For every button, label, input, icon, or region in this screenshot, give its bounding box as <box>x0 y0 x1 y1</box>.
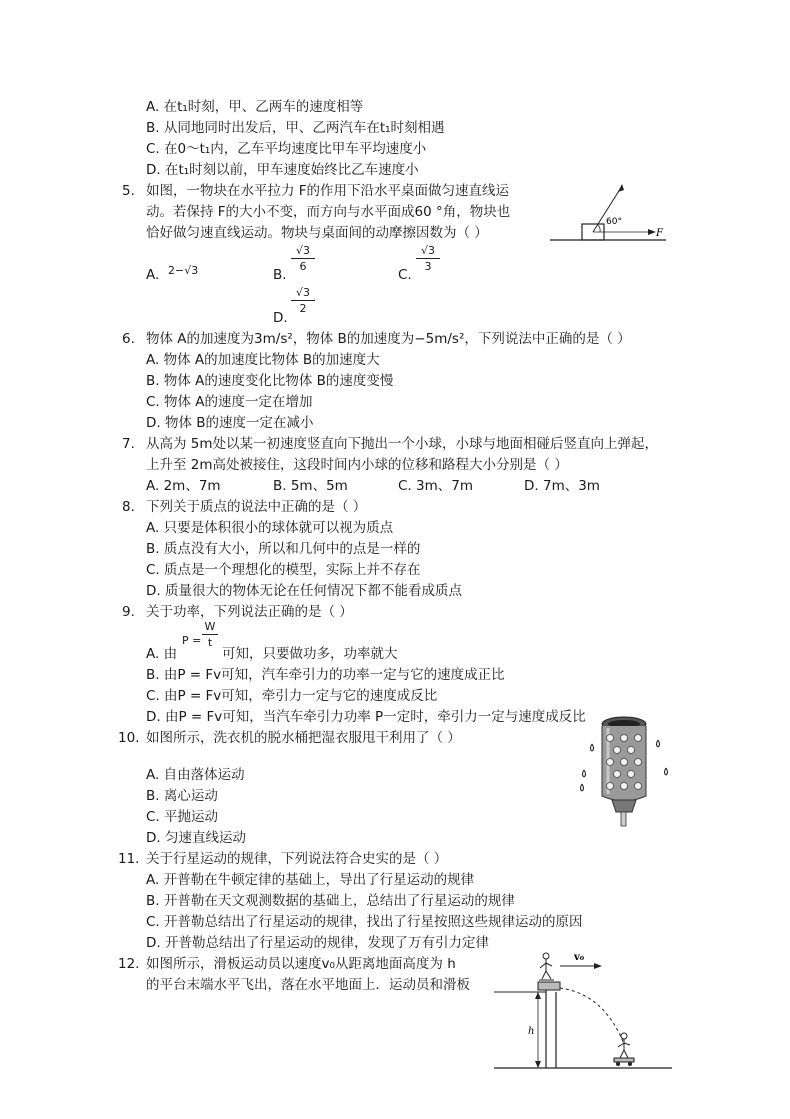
q5-option-a-value: 2−√3 <box>168 264 199 277</box>
q10-number: 10. <box>118 730 140 746</box>
q8-option-a: A. 只要是体积很小的球体就可以视为质点 <box>146 520 394 536</box>
q9-option-d: D. 由P = Fv可知，当汽车牵引力功率 P一定时，牵引力一定与速度成反比 <box>146 709 586 725</box>
q9-option-a-p: P = <box>182 634 202 647</box>
q8-option-c: C. 质点是一个理想化的模型，实际上并不存在 <box>146 562 421 578</box>
q5-option-b-fraction <box>291 244 315 273</box>
q4-option-b: B. 从同地同时出发后，甲、乙两汽车在t₁时刻相遇 <box>146 120 445 136</box>
q6-option-b: B. 物体 A的速度变化比物体 B的速度变慢 <box>146 373 394 389</box>
q5-option-d-fraction <box>291 286 315 315</box>
q5-stem-line3: 恰好做匀速直线运动。物块与桌面间的动摩擦因数为（ ） <box>146 225 488 241</box>
q9-option-a-text: 可知，只要做功多，功率就大 <box>222 646 398 662</box>
q9-option-b: B. 由P = Fv可知，汽车牵引力的功率一定与它的速度成正比 <box>146 667 505 683</box>
q12-stem-line2: 的平台末端水平飞出，落在水平地面上．运动员和滑板 <box>146 977 470 993</box>
q5-stem-line2: 动。若保持 F的大小不变，而方向与水平面成60 °角，物块也 <box>146 204 511 220</box>
q5-option-d-denominator: 2 <box>299 302 307 315</box>
q5-option-c-label: C. <box>398 267 412 283</box>
q11-number: 11. <box>118 851 140 867</box>
q9-option-a-denominator: t <box>207 636 213 649</box>
q5-number: 5. <box>122 183 135 199</box>
q10-option-b: B. 离心运动 <box>146 788 218 804</box>
q10-option-d: D. 匀速直线运动 <box>146 830 246 846</box>
q9-option-a-numerator: W <box>204 620 216 633</box>
q5-option-a-label: A. <box>146 267 160 283</box>
q7-stem-line1: 从高为 5m处以某一初速度竖直向下抛出一个小球，小球与地面相碰后竖直向上弹起， <box>146 436 659 452</box>
q5-force-diagram <box>548 178 668 248</box>
q10-option-a: A. 自由落体运动 <box>146 767 245 783</box>
q11-option-d: D. 开普勒总结出了行星运动的规律，发现了万有引力定律 <box>146 935 489 951</box>
q6-option-a: A. 物体 A的加速度比物体 B的加速度大 <box>146 352 380 368</box>
q5-option-c-fraction <box>416 244 440 273</box>
q7-option-d: D. 7m、3m <box>524 478 600 494</box>
q5-option-b-label: B. <box>273 267 287 283</box>
q7-option-b: B. 5m、5m <box>273 478 348 494</box>
q6-option-c: C. 物体 A的速度一定在增加 <box>146 394 313 410</box>
q8-option-d: D. 质量很大的物体无论在任何情况下都不能看成质点 <box>146 583 462 599</box>
q10-option-c: C. 平抛运动 <box>146 809 219 825</box>
q11-option-b: B. 开普勒在天文观测数据的基础上，总结出了行星运动的规律 <box>146 893 515 909</box>
q5-option-c-numerator: √3 <box>420 244 435 257</box>
v0-label: v₀ <box>574 952 585 963</box>
q4-option-c: C. 在0～t₁内，乙车平均速度比甲车平均速度小 <box>146 141 427 157</box>
q6-stem: 物体 A的加速度为3m/s²，物体 B的加速度为−5m/s²，下列说法中正确的是（ ） <box>146 331 631 347</box>
q11-option-a: A. 开普勒在牛顿定律的基础上，导出了行星运动的规律 <box>146 872 475 888</box>
q6-number: 6. <box>122 331 135 347</box>
h-label: h <box>528 1026 535 1037</box>
spin-drum-image <box>578 714 674 830</box>
q10-stem: 如图所示，洗衣机的脱水桶把湿衣服甩干利用了（ ） <box>146 730 461 746</box>
q7-number: 7. <box>122 436 135 452</box>
q5-stem-line1: 如图，一物块在水平拉力 F的作用下沿水平桌面做匀速直线运 <box>146 183 510 199</box>
q4-option-a: A. 在t₁时刻，甲、乙两车的速度相等 <box>146 99 364 115</box>
q5-option-b-denominator: 6 <box>299 260 307 273</box>
q9-stem: 关于功率，下列说法正确的是（ ） <box>146 604 353 620</box>
q8-number: 8. <box>122 499 135 515</box>
q4-option-d: D. 在t₁时刻以前，甲车速度始终比乙车速度小 <box>146 162 419 178</box>
q5-option-d-label: D. <box>273 310 288 326</box>
q5-option-b-numerator: √3 <box>295 244 310 257</box>
q7-stem-line2: 上升至 2m高处被接住，这段时间内小球的位移和路程大小分别是（ ） <box>146 457 568 473</box>
q7-option-a: A. 2m、7m <box>146 478 221 494</box>
q9-number: 9. <box>122 604 135 620</box>
q6-option-d: D. 物体 B的速度一定在减小 <box>146 415 314 431</box>
q8-option-b: B. 质点没有大小，所以和几何中的点是一样的 <box>146 541 421 557</box>
q9-option-a-prefix: A. 由 <box>146 646 178 662</box>
q12-number: 12. <box>118 956 140 972</box>
q9-option-a-fraction <box>202 620 218 649</box>
q9-option-c: C. 由P = Fv可知，牵引力一定与它的速度成反比 <box>146 688 438 704</box>
q5-option-c-denominator: 3 <box>424 260 432 273</box>
q5-option-d-numerator: √3 <box>295 286 310 299</box>
q5-angle-label: 60° <box>606 217 622 227</box>
q11-option-c: C. 开普勒总结出了行星运动的规律，找出了行星按照这些规律运动的原因 <box>146 914 583 930</box>
q7-option-c: C. 3m、7m <box>398 478 473 494</box>
q11-stem: 关于行星运动的规律，下列说法符合史实的是（ ） <box>146 851 448 867</box>
q12-stem-line1: 如图所示，滑板运动员以速度v₀从距离地面高度为 h <box>146 956 456 972</box>
q5-force-label: F <box>656 228 663 239</box>
q8-stem: 下列关于质点的说法中正确的是（ ） <box>146 499 367 515</box>
skateboard-diagram <box>494 944 674 1074</box>
